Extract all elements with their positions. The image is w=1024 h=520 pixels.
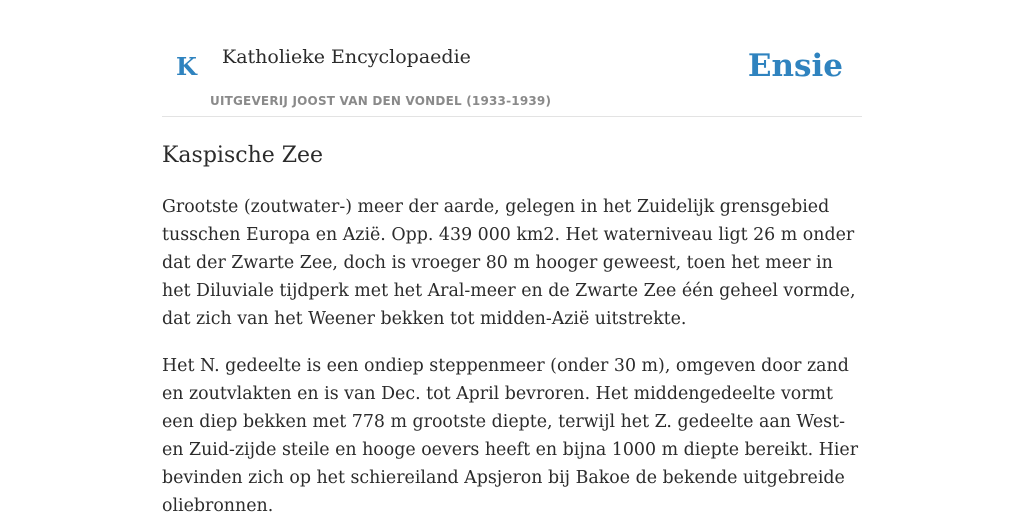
source-title[interactable]: Katholieke Encyclopaedie [222, 46, 471, 68]
ensie-brand-logo[interactable]: Ensie [747, 48, 843, 84]
article-paragraph: Grootste (zoutwater-) meer der aarde, gelegen in het Zuidelijk grensgebied tusschen Europa en Azië. Opp. 439 000 km2. Het waterniveau ligt 26 m onder dat der Zwarte Zee, doch is vroeger 80 m hooger geweest, toen het meer in het Diluviale tijdperk met het Aral-meer en de Zwarte Zee één geheel vormde, dat zich van het Weener bekken tot midden-Azië uitstrekte. [162, 197, 856, 330]
publisher-label: UITGEVERIJ JOOST VAN DEN VONDEL (1933-1939) [210, 94, 552, 108]
encyclopedia-logo-icon[interactable]: K [176, 52, 197, 81]
page [162, 0, 862, 517]
article-body [162, 193, 862, 520]
article-paragraph: Het N. gedeelte is een ondiep steppenmeer (onder 30 m), omgeven door zand en zoutvlakten en is van Dec. tot April bevroren. Het middengedeelte vormt een diep bekken met 778 m grootste diepte, terwijl het Z. gedeelte aan West- en Zuid-zijde steile en hooge oevers heeft en bijna 1000 m diepte bereikt. Hier bevinden zich op het schiereiland Apsjeron bij Bakoe de bekende uitgebreide oliebronnen. [162, 356, 859, 517]
entry-title: Kaspische Zee [162, 143, 324, 168]
header [162, 0, 862, 117]
